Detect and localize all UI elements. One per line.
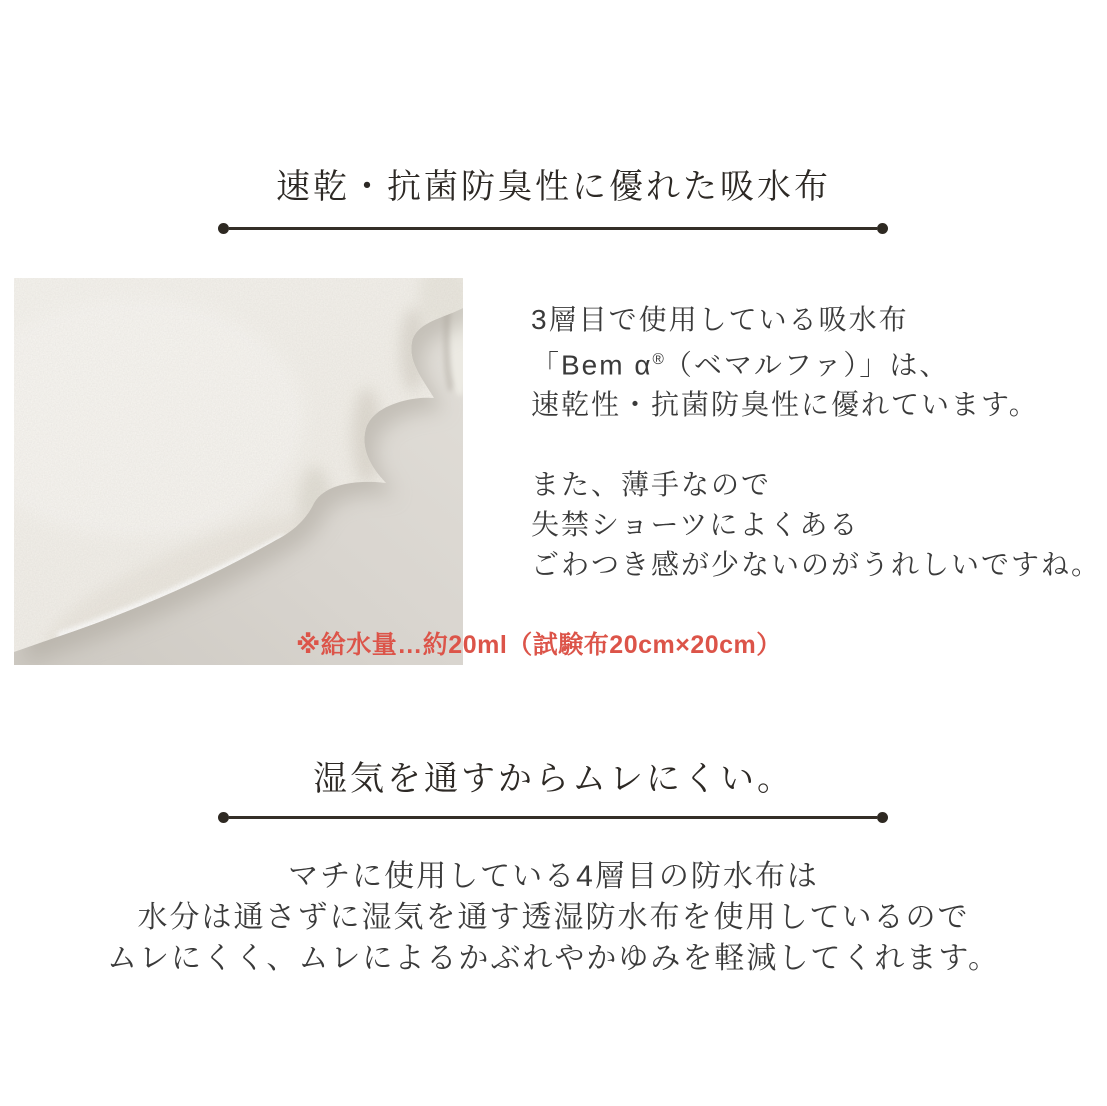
registered-mark: ®	[652, 351, 664, 368]
description-line: また、薄手なので	[531, 469, 772, 501]
section-breathable-heading: 湿気を通すからムレにくい。	[313, 761, 794, 798]
bem-prefix: 「Bem α	[531, 349, 653, 381]
description-line: 3層目で使用している吸水布	[531, 304, 909, 335]
description-line: マチに使用している4層目の防水布は	[288, 860, 819, 893]
separator-line	[218, 812, 888, 823]
absorbency-note: ※給水量…約20ml（試験布20cm×20cm）	[296, 631, 782, 659]
breathable-description	[0, 856, 1107, 979]
description-line-bem	[531, 340, 1101, 385]
separator-dot-right	[877, 812, 888, 823]
separator-rule	[229, 816, 877, 819]
description-line: 速乾性・抗菌防臭性に優れています。	[531, 389, 1039, 421]
description-line: 水分は通さずに湿気を通す透湿防水布を使用しているので	[137, 901, 970, 934]
bem-suffix: （ベマルファ）」は、	[663, 349, 950, 381]
separator-dot-right	[877, 223, 888, 234]
fabric-photo	[14, 278, 463, 665]
description-line: ムレにくく、ムレによるかぶれやかゆみを軽減してくれます。	[107, 942, 1000, 975]
separator-rule	[229, 227, 877, 230]
quick-dry-description	[531, 300, 1101, 585]
separator-dot-left	[218, 223, 229, 234]
description-line: ごわつき感が少ないのがうれしいですね。	[531, 549, 1102, 581]
section-quick-dry-heading: 速乾・抗菌防臭性に優れた吸水布	[276, 169, 831, 206]
separator-line	[218, 223, 888, 234]
separator-dot-left	[218, 812, 229, 823]
description-line: 失禁ショーツによくある	[531, 509, 860, 541]
